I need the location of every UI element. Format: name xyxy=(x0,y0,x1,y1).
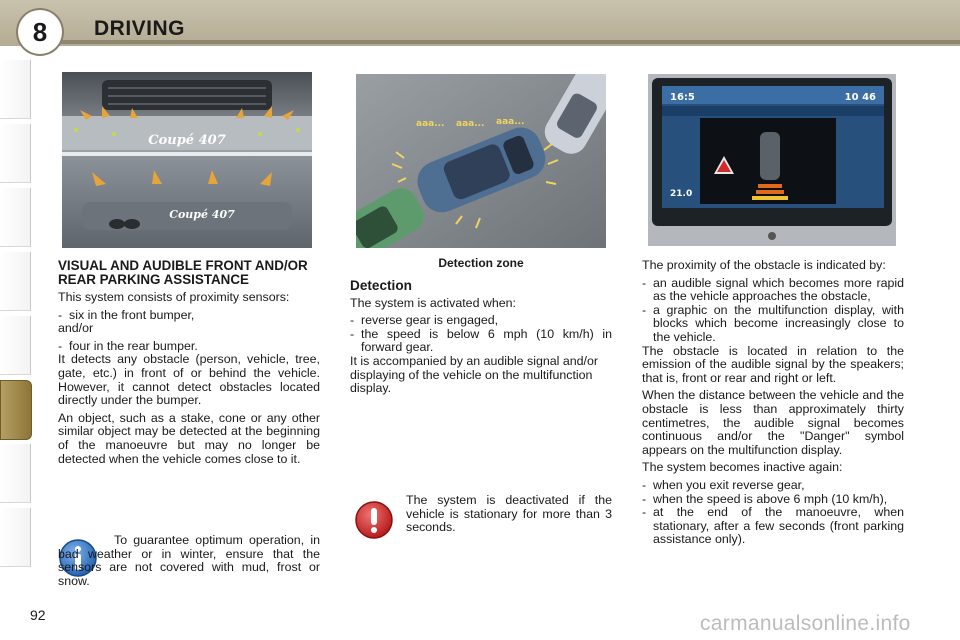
chapter-tab[interactable] xyxy=(0,124,31,183)
chapter-title: DRIVING xyxy=(94,17,186,40)
page-number: 92 xyxy=(30,607,46,623)
list-item: - when the speed is above 6 mph (10 km/h), xyxy=(642,491,888,506)
warning-note-text: The system is deactivated if the vehicle is stationary for more than 3 seconds. xyxy=(406,493,612,535)
intro-text: This system consists of proximity sensors: xyxy=(58,290,290,304)
left-column xyxy=(58,259,320,470)
intro-text: The system is activated when: xyxy=(350,295,516,310)
watermark[interactable]: carmanualsonline.info xyxy=(700,612,911,635)
chapter-tab[interactable] xyxy=(0,444,31,503)
chapter-number-badge xyxy=(18,10,62,54)
chapter-tab[interactable] xyxy=(0,60,31,119)
warning-icon xyxy=(354,500,394,540)
header-rule xyxy=(60,40,960,44)
display-time-left: 16:5 xyxy=(670,92,695,103)
list-item: - a graphic on the multifunction display, with blocks which become increasingly close to the vehicle. xyxy=(642,302,904,344)
svg-text:aaa...: aaa... xyxy=(496,117,525,127)
list-item: - the speed is below 6 mph (10 km/h) in forward gear. xyxy=(350,326,612,355)
list-item: - an audible signal which becomes more rapid as the vehicle approaches the obstacle, xyxy=(642,275,904,304)
figure-caption: Detection zone xyxy=(438,256,524,270)
list-item: - four in the rear bumper. xyxy=(58,338,198,353)
front-badge: Coupé 407 xyxy=(148,133,226,148)
chapter-tab[interactable] xyxy=(0,316,31,375)
svg-text:aaa...: aaa... xyxy=(456,119,485,129)
paragraph: An object, such as a stake, cone or any other similar object may be detected at the beginning of the manoeuvre but may no longer be detected when the vehicle comes close to it. xyxy=(58,410,320,466)
andor-text: and/or xyxy=(58,321,94,336)
chapter-tabs xyxy=(0,60,30,580)
right-column xyxy=(642,259,904,547)
list-item: - when you exit reverse gear, xyxy=(642,477,805,492)
paragraph: The proximity of the obstacle is indicated by: xyxy=(642,258,886,272)
detection-zone-illustration xyxy=(356,74,606,248)
chapter-tab[interactable] xyxy=(0,508,31,567)
paragraph: The system becomes inactive again: xyxy=(642,460,843,475)
detection-heading: Detection xyxy=(350,278,412,293)
list-item: - six in the front bumper, xyxy=(58,307,195,322)
svg-text:aaa...: aaa... xyxy=(416,119,445,129)
paragraph: When the distance between the vehicle and the obstacle is less than approximately thirty centimetres, the audible signal becomes continuous and/or the "Danger" symbol appears on the multifunction display. xyxy=(642,388,904,457)
section-heading: VISUAL AND AUDIBLE FRONT AND/OR REAR PARKING ASSISTANCE xyxy=(58,258,308,287)
paragraph: The obstacle is located in relation to the emission of the audible signal by the speakers; that is, front or rear and right or left. xyxy=(642,343,904,385)
middle-column xyxy=(350,279,612,400)
multifunction-display-photo xyxy=(648,74,896,246)
bumper-sensors-photo xyxy=(62,72,312,248)
rear-badge: Coupé 407 xyxy=(169,208,235,221)
chapter-number: 8 xyxy=(32,16,48,47)
list-item: - at the end of the manoeuvre, when stationary, after a few seconds (front parking assistance only). xyxy=(642,505,904,547)
chapter-tab[interactable] xyxy=(0,252,31,311)
warning-note xyxy=(406,494,612,539)
chapter-tab[interactable] xyxy=(0,188,31,247)
paragraph: It is accompanied by an audible signal and/or displaying of the vehicle on the multifunction display. xyxy=(350,353,598,396)
info-note-text: To guarantee optimum operation, in bad weather or in winter, ensure that the sensors are not covered with mud, frost or snow. xyxy=(58,533,320,588)
display-time-right: 10 46 xyxy=(844,92,876,103)
chapter-tab-active[interactable] xyxy=(0,380,32,440)
display-temperature: 21.0 xyxy=(670,189,693,199)
list-item: - reverse gear is engaged, xyxy=(350,313,499,328)
info-note xyxy=(58,534,320,592)
paragraph: It detects any obstacle (person, vehicle, tree, gate, etc.) in front of or behind the vehicle. However, it cannot detect obstacles located directly under the bumper. xyxy=(58,352,320,408)
